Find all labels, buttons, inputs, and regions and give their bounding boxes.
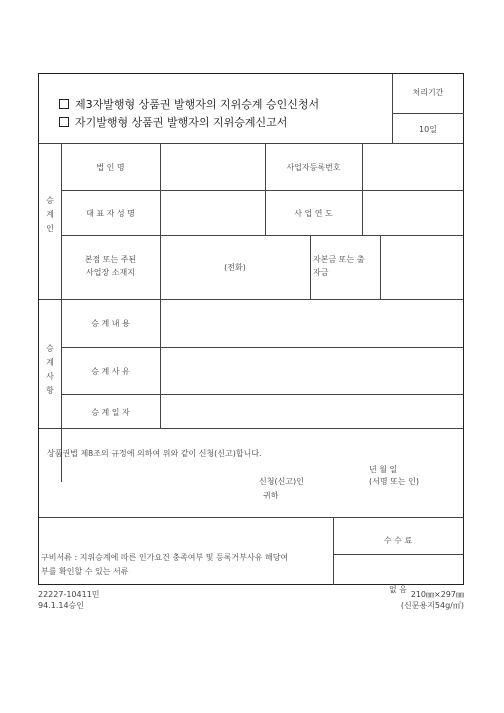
declaration-statement: 상품권법 제8조의 규정에 의하여 위와 같이 신청(신고)합니다. <box>47 449 262 458</box>
corp-name-label: 법 인 명 <box>96 163 125 172</box>
documents-line-2: 부를 확인할 수 있는 서류 <box>41 567 129 576</box>
content-label: 승 계 내 용 <box>91 319 130 328</box>
addressee-label: 귀하 <box>263 491 279 500</box>
reason-label: 승 계 사 유 <box>91 367 130 376</box>
reason-field[interactable] <box>161 348 463 393</box>
application-form <box>38 73 464 594</box>
form-number: 22227-10411민 <box>38 590 100 599</box>
paper-type: (신문용지54g/㎡) <box>400 601 464 610</box>
signature-label: (서명 또는 인) <box>369 477 419 486</box>
checkbox-third-party[interactable] <box>59 99 69 109</box>
fee-label: 수 수 료 <box>383 536 413 545</box>
capital-field[interactable] <box>381 236 463 298</box>
paper-size: 210㎜×297㎜ <box>410 590 464 599</box>
applicant-label: 신청(신고)인 <box>259 477 304 486</box>
address-label-2: 사업장 소재지 <box>86 268 135 277</box>
title-line-2: 자기발행형 상품권 발행자의 지위승계신고서 <box>59 114 287 130</box>
biz-reg-number-field[interactable] <box>363 144 463 189</box>
address-label-1: 본점 또는 주된 <box>84 255 137 264</box>
fee-value: 없 음 <box>389 585 407 594</box>
content-field[interactable] <box>161 300 463 346</box>
successor-section-label: 승 계 인 <box>46 196 54 233</box>
capital-label-2: 자금 <box>313 268 329 277</box>
biz-year-label: 사 업 연 도 <box>294 209 333 218</box>
date-field[interactable] <box>161 395 463 427</box>
documents-line-1: 구비서류 : 지위승계에 따른 인가요건 충족여부 및 등록거부사유 해당여 <box>41 553 289 562</box>
phone-label: (전화) <box>224 263 246 272</box>
matter-section-label: 승 계 사 항 <box>46 344 54 395</box>
biz-reg-number-label: 사업자등록번호 <box>286 163 341 172</box>
capital-label-1: 자본금 또는 출 <box>313 255 365 264</box>
processing-period-value: 10일 <box>419 125 437 134</box>
rep-name-field[interactable] <box>161 191 264 234</box>
corp-name-field[interactable] <box>161 144 264 189</box>
checkbox-self-issue[interactable] <box>59 117 69 127</box>
rep-name-label: 대 표 자 성 명 <box>86 209 135 218</box>
processing-period-label: 처리기간 <box>412 88 444 97</box>
biz-year-field[interactable] <box>363 191 463 234</box>
approval-date: 94.1.14승인 <box>38 601 84 610</box>
date-label: 승 계 일 자 <box>91 408 130 417</box>
title-line-1: 제3자발행형 상품권 발행자의 지위승계 승인신청서 <box>59 96 319 112</box>
date-placeholder: 년 월 일 <box>369 465 398 474</box>
